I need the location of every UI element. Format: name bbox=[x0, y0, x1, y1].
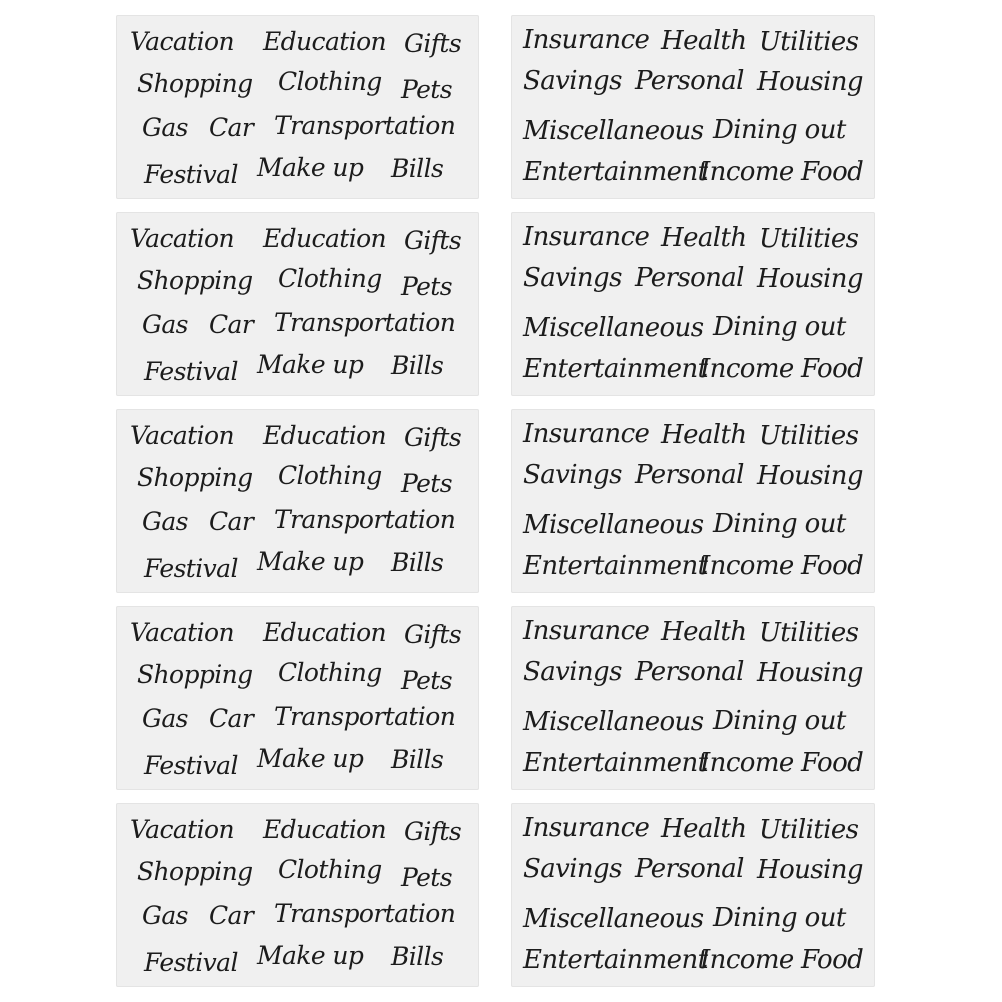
word-personal: Personal bbox=[635, 657, 744, 687]
word-entertainment: Entertainment bbox=[523, 157, 708, 187]
word-personal: Personal bbox=[635, 460, 744, 490]
sticker-sheet-right bbox=[511, 606, 875, 790]
word-miscellaneous: Miscellaneous bbox=[523, 904, 704, 934]
word-food: Food bbox=[801, 748, 864, 778]
word-health: Health bbox=[661, 814, 747, 844]
word-personal: Personal bbox=[635, 263, 744, 293]
word-utilities: Utilities bbox=[759, 815, 859, 845]
sticker-sheet-left bbox=[116, 212, 479, 396]
word-vacation: Vacation bbox=[130, 618, 234, 647]
word-dining-out: Dining out bbox=[713, 115, 846, 145]
word-make-up: Make up bbox=[257, 547, 364, 576]
word-car: Car bbox=[209, 113, 254, 142]
word-entertainment: Entertainment bbox=[523, 354, 708, 384]
word-make-up: Make up bbox=[257, 350, 364, 379]
word-health: Health bbox=[661, 420, 747, 450]
word-bills: Bills bbox=[391, 351, 444, 380]
word-food: Food bbox=[801, 551, 864, 581]
word-car: Car bbox=[209, 507, 254, 536]
word-savings: Savings bbox=[523, 657, 622, 687]
word-pets: Pets bbox=[401, 863, 452, 892]
word-clothing: Clothing bbox=[278, 67, 382, 96]
word-savings: Savings bbox=[523, 854, 622, 884]
word-shopping: Shopping bbox=[137, 463, 253, 492]
word-income: Income bbox=[700, 945, 794, 975]
sticker-sheet-left bbox=[116, 409, 479, 593]
word-entertainment: Entertainment bbox=[523, 945, 708, 975]
word-housing: Housing bbox=[757, 658, 863, 688]
word-clothing: Clothing bbox=[278, 461, 382, 490]
word-pets: Pets bbox=[401, 75, 452, 104]
word-miscellaneous: Miscellaneous bbox=[523, 707, 704, 737]
word-festival: Festival bbox=[144, 554, 238, 583]
sticker-sheet-right bbox=[511, 212, 875, 396]
word-education: Education bbox=[263, 815, 387, 844]
word-car: Car bbox=[209, 310, 254, 339]
word-health: Health bbox=[661, 223, 747, 253]
word-transportation: Transportation bbox=[274, 505, 456, 534]
word-education: Education bbox=[263, 618, 387, 647]
word-gifts: Gifts bbox=[404, 817, 462, 846]
word-housing: Housing bbox=[757, 67, 863, 97]
sticker-sheet-right bbox=[511, 15, 875, 199]
word-utilities: Utilities bbox=[759, 421, 859, 451]
word-personal: Personal bbox=[635, 66, 744, 96]
word-insurance: Insurance bbox=[523, 25, 650, 55]
word-clothing: Clothing bbox=[278, 264, 382, 293]
word-miscellaneous: Miscellaneous bbox=[523, 510, 704, 540]
word-transportation: Transportation bbox=[274, 111, 456, 140]
word-income: Income bbox=[700, 354, 794, 384]
word-shopping: Shopping bbox=[137, 266, 253, 295]
word-gas: Gas bbox=[142, 507, 188, 536]
word-utilities: Utilities bbox=[759, 618, 859, 648]
word-insurance: Insurance bbox=[523, 419, 650, 449]
word-festival: Festival bbox=[144, 357, 238, 386]
word-make-up: Make up bbox=[257, 744, 364, 773]
word-vacation: Vacation bbox=[130, 27, 234, 56]
sticker-sheet-right bbox=[511, 409, 875, 593]
word-savings: Savings bbox=[523, 66, 622, 96]
word-pets: Pets bbox=[401, 272, 452, 301]
word-food: Food bbox=[801, 354, 864, 384]
word-miscellaneous: Miscellaneous bbox=[523, 116, 704, 146]
word-dining-out: Dining out bbox=[713, 903, 846, 933]
word-income: Income bbox=[700, 551, 794, 581]
word-gifts: Gifts bbox=[404, 226, 462, 255]
word-transportation: Transportation bbox=[274, 702, 456, 731]
word-insurance: Insurance bbox=[523, 616, 650, 646]
word-entertainment: Entertainment bbox=[523, 748, 708, 778]
word-housing: Housing bbox=[757, 855, 863, 885]
word-income: Income bbox=[700, 157, 794, 187]
word-shopping: Shopping bbox=[137, 660, 253, 689]
word-gifts: Gifts bbox=[404, 423, 462, 452]
word-health: Health bbox=[661, 617, 747, 647]
word-gas: Gas bbox=[142, 704, 188, 733]
word-car: Car bbox=[209, 704, 254, 733]
word-gas: Gas bbox=[142, 901, 188, 930]
sticker-sheet-right bbox=[511, 803, 875, 987]
sticker-sheet-left bbox=[116, 803, 479, 987]
word-utilities: Utilities bbox=[759, 27, 859, 57]
word-food: Food bbox=[801, 945, 864, 975]
word-vacation: Vacation bbox=[130, 815, 234, 844]
word-make-up: Make up bbox=[257, 941, 364, 970]
word-pets: Pets bbox=[401, 666, 452, 695]
word-dining-out: Dining out bbox=[713, 706, 846, 736]
word-education: Education bbox=[263, 224, 387, 253]
word-savings: Savings bbox=[523, 460, 622, 490]
word-miscellaneous: Miscellaneous bbox=[523, 313, 704, 343]
word-savings: Savings bbox=[523, 263, 622, 293]
word-insurance: Insurance bbox=[523, 813, 650, 843]
word-clothing: Clothing bbox=[278, 658, 382, 687]
word-shopping: Shopping bbox=[137, 69, 253, 98]
word-car: Car bbox=[209, 901, 254, 930]
word-bills: Bills bbox=[391, 154, 444, 183]
word-bills: Bills bbox=[391, 548, 444, 577]
word-housing: Housing bbox=[757, 461, 863, 491]
word-education: Education bbox=[263, 421, 387, 450]
word-pets: Pets bbox=[401, 469, 452, 498]
word-housing: Housing bbox=[757, 264, 863, 294]
word-clothing: Clothing bbox=[278, 855, 382, 884]
word-dining-out: Dining out bbox=[713, 509, 846, 539]
word-health: Health bbox=[661, 26, 747, 56]
word-transportation: Transportation bbox=[274, 308, 456, 337]
word-festival: Festival bbox=[144, 948, 238, 977]
word-personal: Personal bbox=[635, 854, 744, 884]
sticker-sheet-left bbox=[116, 15, 479, 199]
word-gifts: Gifts bbox=[404, 620, 462, 649]
word-bills: Bills bbox=[391, 942, 444, 971]
word-education: Education bbox=[263, 27, 387, 56]
word-insurance: Insurance bbox=[523, 222, 650, 252]
word-entertainment: Entertainment bbox=[523, 551, 708, 581]
word-bills: Bills bbox=[391, 745, 444, 774]
word-food: Food bbox=[801, 157, 864, 187]
word-shopping: Shopping bbox=[137, 857, 253, 886]
word-gas: Gas bbox=[142, 113, 188, 142]
word-income: Income bbox=[700, 748, 794, 778]
word-festival: Festival bbox=[144, 751, 238, 780]
word-festival: Festival bbox=[144, 160, 238, 189]
word-dining-out: Dining out bbox=[713, 312, 846, 342]
word-gas: Gas bbox=[142, 310, 188, 339]
word-utilities: Utilities bbox=[759, 224, 859, 254]
word-make-up: Make up bbox=[257, 153, 364, 182]
word-vacation: Vacation bbox=[130, 421, 234, 450]
sticker-sheet-left bbox=[116, 606, 479, 790]
word-vacation: Vacation bbox=[130, 224, 234, 253]
word-transportation: Transportation bbox=[274, 899, 456, 928]
word-gifts: Gifts bbox=[404, 29, 462, 58]
